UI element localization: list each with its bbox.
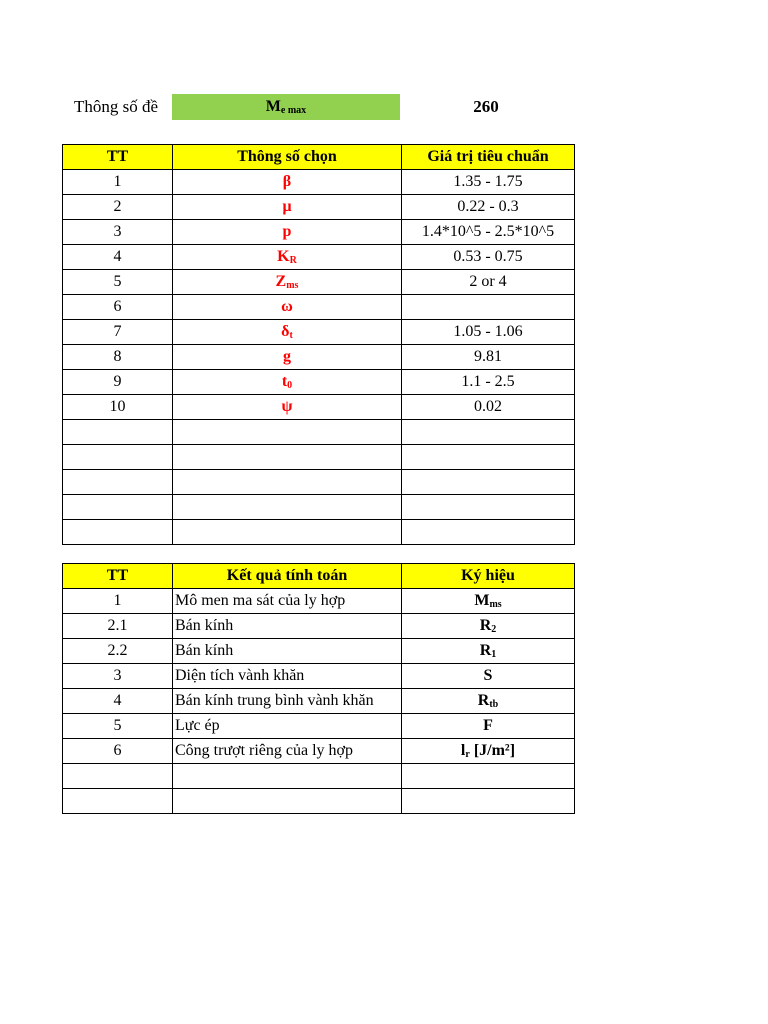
symbol-text: F (483, 717, 493, 734)
empty-cell[interactable] (173, 470, 402, 495)
tt-cell[interactable]: 3 (63, 220, 173, 245)
results-table (62, 563, 575, 814)
symbol-subscript: r (465, 749, 470, 760)
symbol-text: K (277, 248, 290, 265)
symbol-suffix: [J/m²] (469, 742, 516, 759)
empty-cell[interactable] (63, 520, 173, 545)
symbol-text: p (282, 223, 292, 240)
empty-cell[interactable] (402, 445, 575, 470)
symbol-text: ψ (281, 398, 293, 415)
empty-cell[interactable] (402, 789, 575, 814)
symbol-subscript: tb (489, 699, 499, 710)
tt-cell[interactable]: 9 (63, 370, 173, 395)
tt-cell[interactable]: 8 (63, 345, 173, 370)
empty-row (63, 764, 575, 789)
standard-value-cell[interactable]: 0.53 - 0.75 (402, 245, 575, 270)
table-row (63, 614, 575, 639)
table-row (63, 295, 575, 320)
result-desc-cell[interactable]: Bán kính (173, 614, 402, 639)
header-standard-value[interactable]: Giá trị tiêu chuẩn (402, 145, 575, 170)
result-symbol-cell[interactable] (402, 614, 575, 639)
empty-cell[interactable] (63, 445, 173, 470)
empty-row (63, 470, 575, 495)
symbol-text: R (479, 642, 492, 659)
param-label: Thông số đề (74, 97, 159, 116)
empty-cell[interactable] (173, 764, 402, 789)
table-row (63, 689, 575, 714)
tt-cell[interactable]: 3 (63, 664, 173, 689)
tt-cell[interactable]: 6 (63, 739, 173, 764)
header-tt[interactable]: TT (63, 564, 173, 589)
result-symbol-cell[interactable] (402, 714, 575, 739)
empty-row (63, 789, 575, 814)
param-symbol-cell[interactable] (173, 370, 402, 395)
symbol-text: t (281, 373, 288, 390)
standard-value-cell[interactable]: 0.22 - 0.3 (402, 195, 575, 220)
table-row (63, 739, 575, 764)
symbol-text: S (483, 667, 493, 684)
empty-cell[interactable] (402, 470, 575, 495)
tt-cell[interactable]: 2.2 (63, 639, 173, 664)
tt-cell[interactable]: 2.1 (63, 614, 173, 639)
tt-cell[interactable]: 4 (63, 689, 173, 714)
standard-value-cell[interactable]: 1.4*10^5 - 2.5*10^5 (402, 220, 575, 245)
symbol-subscript: ms (489, 599, 502, 610)
table-header-row (63, 145, 575, 170)
symbol-text: β (282, 173, 292, 190)
tt-cell[interactable]: 2 (63, 195, 173, 220)
param-symbol-cell[interactable] (173, 395, 402, 420)
param-symbol: M (265, 98, 281, 115)
empty-cell[interactable] (402, 520, 575, 545)
symbol-subscript: R (289, 255, 297, 266)
symbol-subscript: 0 (287, 380, 293, 391)
table-row (63, 589, 575, 614)
table-row (63, 714, 575, 739)
header-tt[interactable]: TT (63, 145, 173, 170)
empty-cell[interactable] (402, 495, 575, 520)
empty-row (63, 420, 575, 445)
table-row (63, 370, 575, 395)
tt-cell[interactable]: 1 (63, 589, 173, 614)
tt-cell[interactable]: 4 (63, 245, 173, 270)
param-symbol-cell[interactable] (173, 270, 402, 295)
empty-cell[interactable] (63, 420, 173, 445)
table-row (63, 320, 575, 345)
tt-cell[interactable]: 6 (63, 295, 173, 320)
empty-row (63, 520, 575, 545)
header-result[interactable]: Kết quả tính toán (173, 564, 402, 589)
tt-cell[interactable]: 7 (63, 320, 173, 345)
result-desc-cell[interactable]: Diện tích vành khăn (173, 664, 402, 689)
standard-value-cell[interactable]: 1.1 - 2.5 (402, 370, 575, 395)
result-symbol-cell[interactable] (402, 589, 575, 614)
empty-cell[interactable] (63, 470, 173, 495)
empty-cell[interactable] (63, 495, 173, 520)
symbol-subscript: ms (286, 280, 299, 291)
empty-row (63, 445, 575, 470)
param-symbol-cell[interactable] (173, 345, 402, 370)
tt-cell[interactable]: 10 (63, 395, 173, 420)
param-symbol-cell[interactable] (173, 195, 402, 220)
symbol-subscript: t (289, 330, 293, 341)
symbol-text: δ (281, 323, 290, 340)
symbol-text: M (474, 592, 490, 609)
table-row (63, 639, 575, 664)
table-header-row (63, 564, 575, 589)
tt-cell[interactable]: 5 (63, 270, 173, 295)
tt-cell[interactable]: 1 (63, 170, 173, 195)
empty-cell[interactable] (173, 789, 402, 814)
result-symbol-cell[interactable] (402, 639, 575, 664)
symbol-text: R (479, 617, 492, 634)
symbol-text: g (283, 348, 291, 365)
param-symbol-cell[interactable] (173, 245, 402, 270)
param-subscript: e max (280, 105, 307, 116)
symbol-text: μ (282, 198, 292, 215)
table-row (63, 220, 575, 245)
symbol-text: ω (281, 298, 293, 315)
param-symbol-cell[interactable] (173, 320, 402, 345)
result-desc-cell[interactable]: Bán kính trung bình vành khăn (173, 689, 402, 714)
empty-cell[interactable] (402, 420, 575, 445)
symbol-text: l (460, 742, 466, 759)
param-symbol-cell[interactable] (173, 220, 402, 245)
result-symbol-cell[interactable] (402, 689, 575, 714)
table-row (63, 395, 575, 420)
result-symbol-cell[interactable] (402, 739, 575, 764)
empty-cell[interactable] (402, 764, 575, 789)
standard-value-cell[interactable]: 1.05 - 1.06 (402, 320, 575, 345)
tt-cell[interactable]: 5 (63, 714, 173, 739)
table-row (63, 170, 575, 195)
empty-cell[interactable] (173, 445, 402, 470)
table-row (63, 245, 575, 270)
result-desc-cell[interactable]: Lực ép (173, 714, 402, 739)
table-row (63, 345, 575, 370)
parameters-table (62, 144, 575, 545)
result-desc-cell[interactable]: Mô men ma sát của ly hợp (173, 589, 402, 614)
standard-value-cell[interactable]: 9.81 (402, 345, 575, 370)
standard-value-cell[interactable] (402, 295, 575, 320)
table-row (63, 270, 575, 295)
empty-cell[interactable] (63, 764, 173, 789)
param-name-cell[interactable] (172, 94, 400, 120)
empty-cell[interactable] (173, 420, 402, 445)
empty-cell[interactable] (173, 520, 402, 545)
symbol-text: R (477, 692, 490, 709)
header-param[interactable]: Thông số chọn (173, 145, 402, 170)
symbol-subscript: 1 (491, 649, 497, 660)
table-row (63, 664, 575, 689)
table-row (63, 195, 575, 220)
standard-value-cell[interactable]: 2 or 4 (402, 270, 575, 295)
empty-cell[interactable] (63, 789, 173, 814)
symbol-text: Z (275, 273, 287, 290)
result-desc-cell[interactable]: Công trượt riêng của ly hợp (173, 739, 402, 764)
result-symbol-cell[interactable] (402, 664, 575, 689)
empty-row (63, 495, 575, 520)
standard-value-cell[interactable]: 0.02 (402, 395, 575, 420)
empty-cell[interactable] (173, 495, 402, 520)
symbol-subscript: 2 (491, 624, 497, 635)
result-desc-cell[interactable]: Bán kính (173, 639, 402, 664)
param-symbol-cell[interactable] (173, 170, 402, 195)
param-symbol-cell[interactable] (173, 295, 402, 320)
standard-value-cell[interactable]: 1.35 - 1.75 (402, 170, 575, 195)
param-value-cell[interactable]: 260 (473, 97, 499, 116)
header-symbol[interactable]: Ký hiệu (402, 564, 575, 589)
